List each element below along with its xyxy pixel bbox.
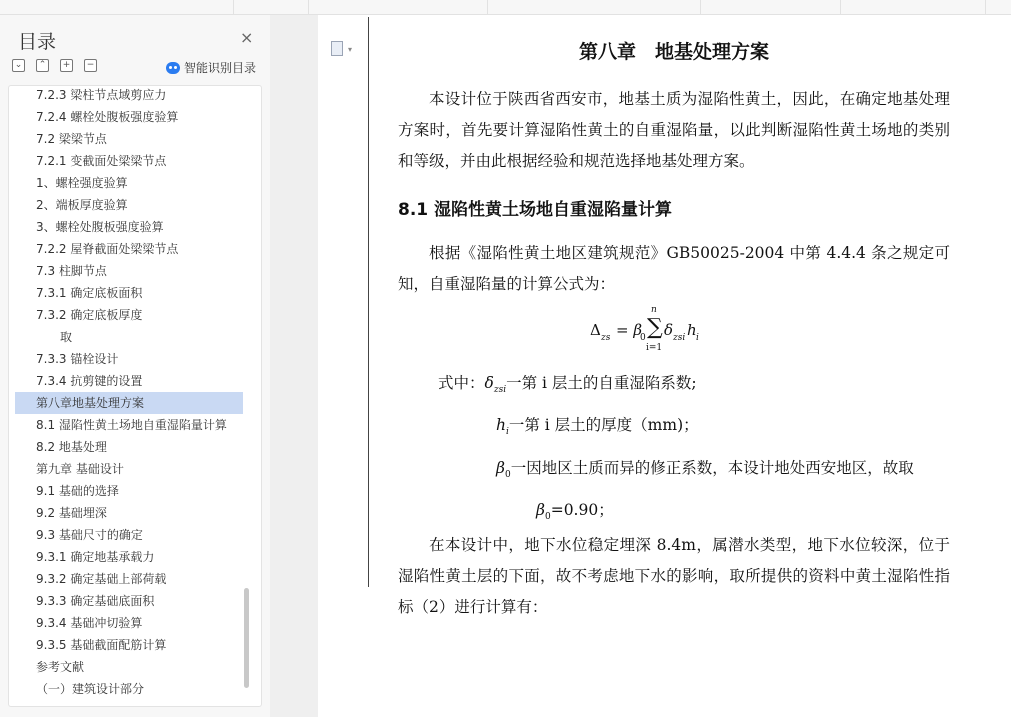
toc-item[interactable]: 第九章 基础设计 (36, 462, 124, 476)
panel-splitter[interactable] (270, 15, 318, 717)
toc-item[interactable]: （一）建筑设计部分 (36, 682, 145, 696)
toc-item[interactable]: 7.3.4 抗剪键的设置 (36, 374, 143, 388)
ai-robot-icon (166, 62, 180, 74)
toc-item[interactable]: 参考文献 (36, 660, 85, 674)
toc-item[interactable]: 9.1 基础的选择 (36, 484, 119, 498)
smart-toc-label: 智能识别目录 (184, 61, 257, 75)
formula-lhs: Δ (590, 321, 601, 339)
section-title: 8.1 湿陷性黄土场地自重湿陷量计算 (398, 200, 673, 220)
top-ruler-strip (0, 0, 1011, 15)
toc-item[interactable]: 9.3 基础尺寸的确定 (36, 528, 143, 542)
toc-item[interactable]: 7.3.3 锚栓设计 (36, 352, 119, 366)
toc-item[interactable]: 8.2 地基处理 (36, 440, 107, 454)
where-label: 式中： (438, 374, 485, 392)
def3-symbol: β (496, 459, 505, 477)
definition-h (496, 413, 699, 437)
intro-paragraph: 本设计位于陕西省西安市，地基土质为湿陷性黄土，因此，在确定地基处理方案时，首先要计算湿陷性黄土的自重湿陷量，以此判断湿陷性黄土场地的类别和等级，并由此根据经验和规范选择地基处理方案。 (398, 90, 950, 170)
definition-beta (496, 456, 914, 480)
toc-item[interactable]: 9.2 基础埋深 (36, 506, 107, 520)
formula-sum-bottom: i=1 (646, 343, 663, 353)
close-icon[interactable]: × (240, 28, 254, 47)
def1-text: 一第 i 层土的自重湿陷系数; (506, 374, 697, 392)
toc-item[interactable]: 3、螺栓处腹板强度验算 (36, 220, 164, 234)
formula-beta-sub: 0 (640, 333, 646, 343)
toc-title: 目录 (18, 31, 57, 53)
def3-text: 一因地区土质而异的修正系数，本设计地处西安地区，故取 (510, 459, 914, 477)
ruler-divider (233, 0, 234, 14)
toc-item[interactable]: 7.3.2 确定底板厚度 (36, 308, 143, 322)
paragraph-formula-intro: 根据《湿陷性黄土地区建筑规范》GB50025-2004 中第 4.4.4 条之规定可知，自重湿陷量的计算公式为： (398, 244, 950, 293)
def4-text: =0.90； (550, 501, 614, 519)
groundwater-paragraph: 在本设计中，地下水位稳定埋深 8.4m，属潜水类型，地下水位较深，位于湿陷性黄土层的下面，故不考虑地下水的影响，取所提供的资料中黄土湿陷性指标（2）进行计算有： (398, 536, 950, 616)
toc-item-active[interactable]: 第八章地基处理方案 (15, 392, 243, 414)
remove-heading-button[interactable]: − (84, 59, 97, 72)
definition-beta-value (536, 498, 614, 522)
toc-scrollbar-thumb[interactable] (244, 588, 249, 688)
ruler-divider (840, 0, 841, 14)
document-page[interactable] (318, 15, 1011, 717)
toc-item[interactable]: 7.2.2 屋脊截面处梁梁节点 (36, 242, 179, 256)
chapter-title: 第八章 地基处理方案 (578, 41, 769, 63)
toc-item[interactable]: 9.3.3 确定基础底面积 (36, 594, 155, 608)
ruler-divider (487, 0, 488, 14)
smart-toc-button[interactable] (166, 59, 256, 76)
formula-delta: δ (664, 321, 674, 339)
toc-item[interactable]: 9.3.4 基础冲切验算 (36, 616, 143, 630)
formula-h: h (687, 321, 697, 339)
definition-delta (438, 371, 697, 395)
settlement-formula (590, 305, 710, 355)
toc-item[interactable]: 取 (60, 330, 73, 344)
page-options-icon[interactable] (331, 41, 353, 55)
formula-delta-sub: zsi (673, 333, 686, 343)
toc-item[interactable]: 7.3.1 确定底板面积 (36, 286, 143, 300)
formula-h-sub: i (696, 333, 699, 343)
toc-item[interactable]: 9.3.1 确定地基承载力 (36, 550, 155, 564)
chevron-down-icon: ▾ (348, 45, 353, 54)
def2-text: 一第 i 层土的厚度（mm)； (508, 416, 699, 434)
def2-symbol: h (496, 416, 506, 434)
toc-item[interactable]: 7.2.1 变截面处梁梁节点 (36, 154, 167, 168)
def2-sub: i (505, 427, 509, 438)
def1-symbol: δ (484, 374, 494, 392)
ruler-divider (700, 0, 701, 14)
toc-item[interactable]: 9.3.5 基础截面配筋计算 (36, 638, 167, 652)
toc-panel (0, 15, 270, 717)
def3-sub: 0 (504, 470, 511, 481)
expand-all-button[interactable]: ⌄ (12, 59, 25, 72)
toc-item[interactable]: 7.2 梁梁节点 (36, 132, 107, 146)
formula-eq-beta: = β (616, 321, 643, 339)
toc-item[interactable]: 9.3.2 确定基础上部荷载 (36, 572, 167, 586)
toc-item[interactable]: 7.2.4 螺栓处腹板强度验算 (36, 110, 179, 124)
collapse-all-button[interactable]: ⌃ (36, 59, 49, 72)
def1-sub: zsi (493, 385, 507, 396)
toc-item[interactable]: 7.3 柱脚节点 (36, 264, 107, 278)
toc-item[interactable]: 1、螺栓强度验算 (36, 176, 128, 190)
document-icon (331, 41, 343, 56)
formula-lhs-sub: zs (601, 333, 611, 343)
def4-sub: 0 (544, 512, 551, 523)
toc-list-box[interactable] (8, 85, 262, 707)
page-margin-marker (368, 17, 369, 587)
ruler-divider (308, 0, 309, 14)
def4-symbol: β (536, 501, 545, 519)
toc-item[interactable]: 8.1 湿陷性黄土场地自重湿陷量计算 (36, 418, 227, 432)
formula-sum-top: n (651, 305, 657, 315)
ruler-divider (985, 0, 986, 14)
toc-item[interactable]: 7.2.3 梁柱节点域剪应力 (36, 88, 167, 102)
add-heading-button[interactable]: + (60, 59, 73, 72)
toc-item[interactable]: 2、端板厚度验算 (36, 198, 128, 212)
formula-sum: ∑ (647, 315, 663, 340)
